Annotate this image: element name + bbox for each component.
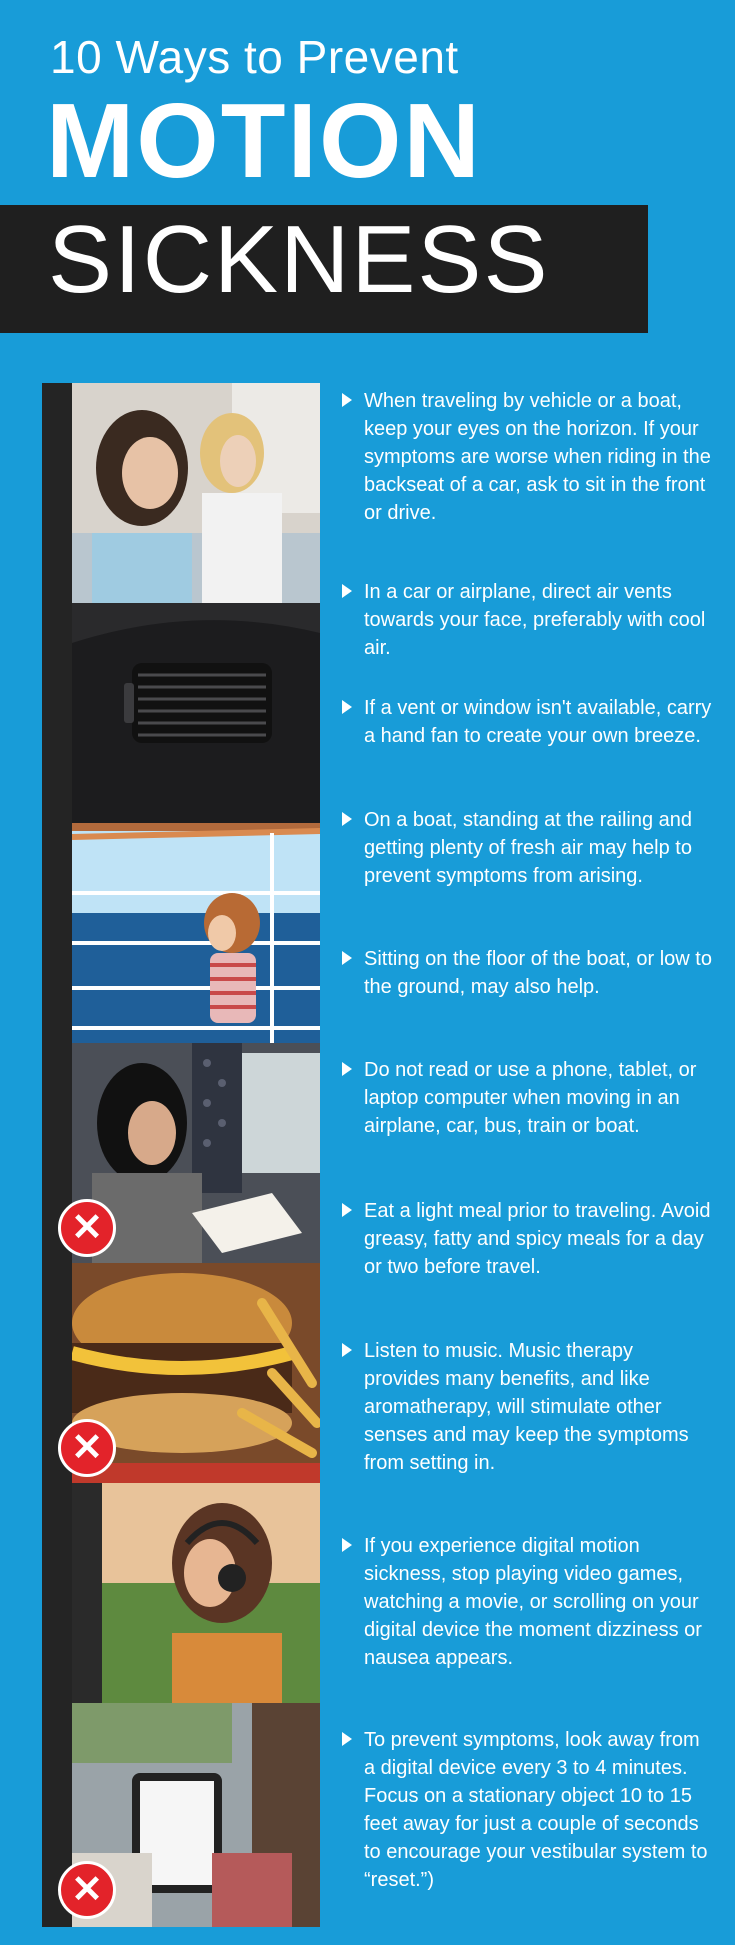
bullet-arrow-icon (342, 1062, 352, 1076)
tip-text: In a car or airplane, direct air vents towards your face, preferably with cool air. (364, 581, 706, 659)
air-vent-photo (72, 603, 320, 823)
bullet-arrow-icon (342, 1343, 352, 1357)
car-passengers-photo (72, 383, 320, 603)
avoid-icon: ✕ (58, 1199, 116, 1257)
tip-text: If you experience digital motion sickness, stop playing video games, watching a movie, or scrolling on your digital device the moment dizziness or nausea appears. (364, 1535, 702, 1669)
avoid-icon: ✕ (58, 1419, 116, 1477)
tip-item (342, 806, 712, 890)
boat-railing-photo (72, 823, 320, 1043)
bullet-arrow-icon (342, 1732, 352, 1746)
tip-item (342, 1337, 712, 1477)
tip-item (342, 694, 712, 750)
bullet-arrow-icon (342, 812, 352, 826)
bullet-arrow-icon (342, 1538, 352, 1552)
tip-text: When traveling by vehicle or a boat, keep your eyes on the horizon. If your symptoms are worse when riding in the backseat of a car, ask to sit in the front or drive. (364, 390, 711, 524)
bullet-arrow-icon (342, 1203, 352, 1217)
title-motion: MOTION (46, 82, 482, 200)
tip-text: Sitting on the floor of the boat, or low to the ground, may also help. (364, 948, 712, 998)
avoid-icon: ✕ (58, 1861, 116, 1919)
listening-to-music-photo (72, 1483, 320, 1703)
tip-item (342, 1197, 712, 1281)
bullet-arrow-icon (342, 584, 352, 598)
title-sickness: SICKNESS (48, 206, 550, 313)
tip-text: Listen to music. Music therapy provides many benefits, and like aromatherapy, will stimulate other senses and may keep the symptoms from setting in. (364, 1340, 689, 1474)
subtitle: 10 Ways to Prevent (50, 31, 459, 83)
tip-item (342, 1056, 712, 1140)
tip-text: On a boat, standing at the railing and getting plenty of fresh air may help to prevent symptoms from arising. (364, 809, 693, 887)
tip-item (342, 1726, 712, 1894)
tip-item (342, 387, 712, 527)
tip-item (342, 578, 712, 662)
tip-item (342, 945, 712, 1001)
tip-text: Do not read or use a phone, tablet, or laptop computer when moving in an airplane, car, bus, train or boat. (364, 1059, 697, 1137)
tip-text: If a vent or window isn't available, carry a hand fan to create your own breeze. (364, 697, 712, 747)
bullet-arrow-icon (342, 393, 352, 407)
bullet-arrow-icon (342, 951, 352, 965)
tip-text: Eat a light meal prior to traveling. Avoid greasy, fatty and spicy meals for a day or two before travel. (364, 1200, 711, 1278)
tip-text: To prevent symptoms, look away from a digital device every 3 to 4 minutes. Focus on a stationary object 10 to 15 feet away for just a couple of seconds to encourage your vestibular system to “reset.”) (364, 1729, 708, 1891)
bullet-arrow-icon (342, 700, 352, 714)
tip-item (342, 1532, 712, 1672)
